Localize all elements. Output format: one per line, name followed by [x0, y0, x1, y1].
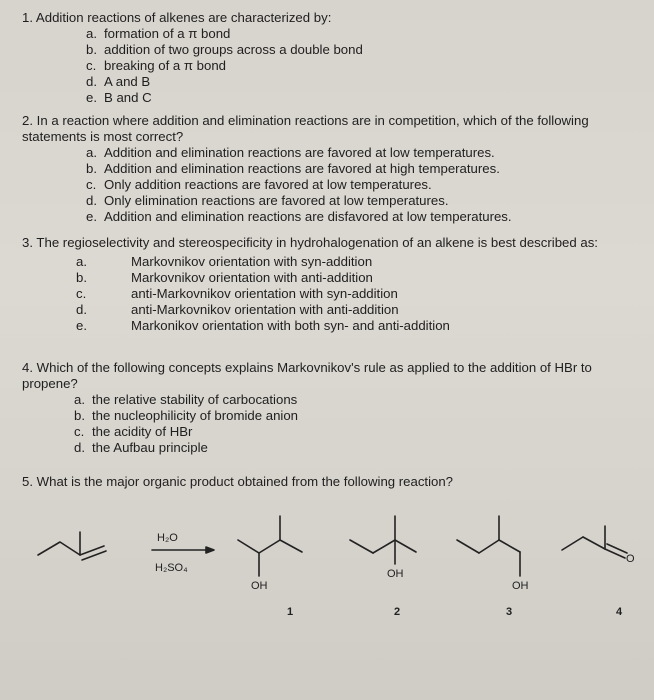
- option-letter: a.: [74, 392, 85, 407]
- question-4-options: [22, 392, 642, 456]
- question-3: [22, 235, 642, 334]
- question-2-option-c: [86, 177, 642, 193]
- question-1: [22, 10, 642, 106]
- option-letter: a.: [86, 26, 97, 41]
- option-text: the nucleophilicity of bromide anion: [92, 408, 298, 423]
- option-text: Addition and elimination reactions are favored at high temperatures.: [104, 161, 500, 176]
- question-1-option-b: [86, 42, 642, 58]
- option-text: Markonikov orientation with both syn- and anti-addition: [131, 318, 450, 333]
- product-2-oh-label: OH: [387, 568, 404, 580]
- question-4-option-a: [74, 392, 642, 408]
- option-letter: b.: [86, 42, 97, 57]
- reagent-sulfuric-acid: H₂SO₄: [155, 562, 188, 574]
- question-3-option-b: [22, 270, 642, 286]
- question-3-option-a: [22, 254, 642, 270]
- question-5-stem: 5. What is the major organic product obtained from the following reaction?: [22, 474, 454, 489]
- option-letter: b.: [76, 270, 87, 285]
- question-2-option-d: [86, 193, 642, 209]
- option-letter: e.: [76, 318, 87, 333]
- option-text: anti-Markovnikov orientation with anti-addition: [131, 302, 399, 317]
- product-4-oxygen-label: O: [626, 553, 635, 565]
- option-letter: c.: [86, 58, 97, 73]
- option-text: Markovnikov orientation with syn-addition: [131, 254, 373, 269]
- question-2-option-a: [86, 145, 642, 161]
- question-3-options: [22, 254, 642, 334]
- product-1-oh-label: OH: [251, 580, 268, 592]
- reaction-arrow: [152, 547, 214, 553]
- option-text: Addition and elimination reactions are disfavored at low temperatures.: [104, 209, 512, 224]
- question-5: [22, 474, 642, 490]
- question-2-option-b: [86, 161, 642, 177]
- option-text: formation of a π bond: [104, 26, 231, 41]
- option-text: anti-Markovnikov orientation with syn-addition: [131, 286, 398, 301]
- product-2-number: 2: [394, 606, 401, 618]
- reaction-scheme: [0, 500, 654, 640]
- question-1-option-c: [86, 58, 642, 74]
- option-text: A and B: [104, 74, 151, 89]
- option-letter: a.: [86, 145, 97, 160]
- question-3-option-e: [22, 318, 642, 334]
- question-3-stem: 3. The regioselectivity and stereospecificity in hydrohalogenation of an alkene is best described as:: [22, 235, 598, 250]
- option-text: the Aufbau principle: [92, 440, 208, 455]
- question-1-option-d: [86, 74, 642, 90]
- question-4-option-d: [74, 440, 642, 456]
- question-3-option-d: [22, 302, 642, 318]
- product-3-number: 3: [506, 606, 513, 618]
- option-letter: e.: [86, 90, 97, 105]
- question-1-option-a: [86, 26, 642, 42]
- option-letter: b.: [74, 408, 85, 423]
- question-1-stem: 1. Addition reactions of alkenes are characterized by:: [22, 10, 332, 25]
- option-letter: d.: [86, 74, 97, 89]
- option-text: Markovnikov orientation with anti-addition: [131, 270, 373, 285]
- question-4-stem: 4. Which of the following concepts explains Markovnikov's rule as applied to the addition of HBr to propene?: [22, 360, 592, 391]
- product-2-structure: [350, 516, 416, 564]
- option-letter: a.: [76, 254, 87, 269]
- option-text: Addition and elimination reactions are favored at low temperatures.: [104, 145, 495, 160]
- option-letter: e.: [86, 209, 97, 224]
- option-letter: d.: [74, 440, 85, 455]
- option-text: B and C: [104, 90, 152, 105]
- option-text: the acidity of HBr: [92, 424, 193, 439]
- question-2-option-e: [86, 209, 642, 225]
- question-2-options: [22, 145, 642, 225]
- question-2: [22, 113, 642, 225]
- question-4-option-b: [74, 408, 642, 424]
- question-2-stem: 2. In a reaction where addition and elimination reactions are in competition, which of the following statements is most correct?: [22, 113, 589, 144]
- question-3-option-c: [22, 286, 642, 302]
- reactant-alkene-structure: [38, 532, 106, 560]
- question-1-option-e: [86, 90, 642, 106]
- option-text: Only addition reactions are favored at low temperatures.: [104, 177, 432, 192]
- option-letter: c.: [74, 424, 85, 439]
- question-1-options: [22, 26, 642, 106]
- product-4-structure: [562, 526, 627, 558]
- question-4-option-c: [74, 424, 642, 440]
- option-text: addition of two groups across a double bond: [104, 42, 363, 57]
- option-letter: c.: [76, 286, 87, 301]
- option-letter: c.: [86, 177, 97, 192]
- product-1-structure: [238, 516, 302, 576]
- option-text: Only elimination reactions are favored at low temperatures.: [104, 193, 449, 208]
- product-3-oh-label: OH: [512, 580, 529, 592]
- product-4-number: 4: [616, 606, 623, 618]
- product-3-structure: [457, 516, 520, 576]
- option-letter: d.: [76, 302, 87, 317]
- question-4: [22, 360, 642, 456]
- reagent-water: H₂O: [157, 532, 178, 544]
- option-letter: b.: [86, 161, 97, 176]
- product-1-number: 1: [287, 606, 294, 618]
- option-letter: d.: [86, 193, 97, 208]
- option-text: breaking of a π bond: [104, 58, 227, 73]
- option-text: the relative stability of carbocations: [92, 392, 298, 407]
